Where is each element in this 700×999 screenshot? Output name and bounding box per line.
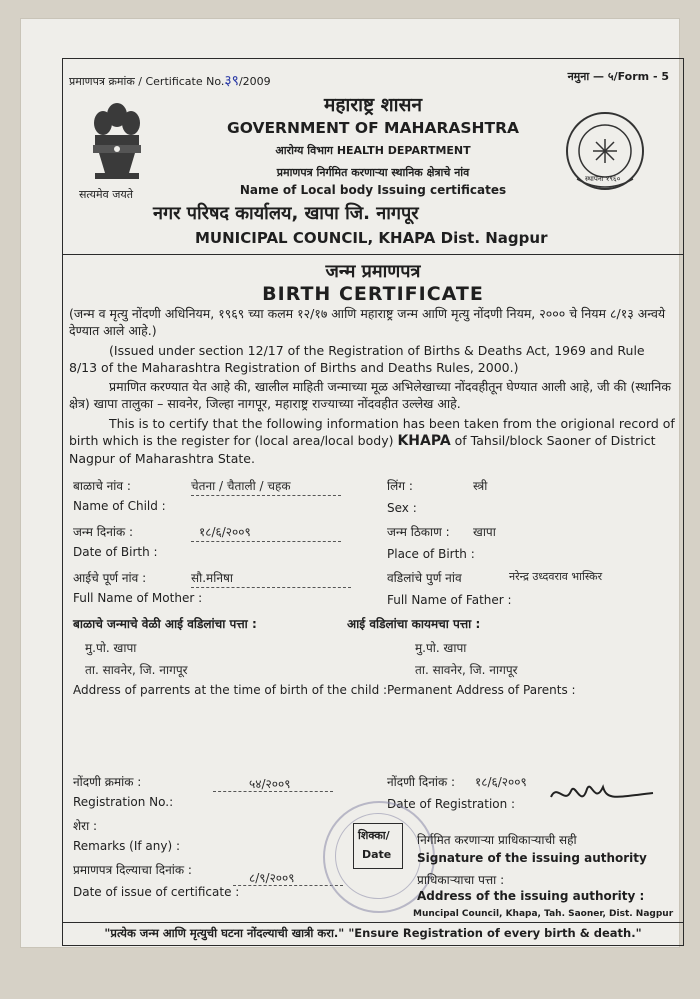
certificate-title-english: BIRTH CERTIFICATE: [262, 283, 484, 305]
intro-english-1: (Issued under section 12/17 of the Registration of Births & Deaths Act, 1969 and Rule 8/13 of the Maharashtra Registration of Births and Deaths Rules, 2000.): [69, 343, 645, 375]
certificate-number: [69, 71, 271, 90]
header-divider: [63, 254, 683, 255]
address-perm-label-mr: आई वडिलांचा कायमचा पत्ता :: [347, 617, 481, 631]
footer-text-en: "Ensure Registration of every birth & death.": [348, 926, 642, 940]
footer-text: [63, 926, 683, 941]
dob-line: [191, 541, 341, 542]
issue-date-label-en: Date of issue of certificate :: [73, 885, 240, 899]
reg-date-label-mr: नोंदणी दिनांक :: [387, 775, 456, 789]
reg-no-value: ५४/२००९: [249, 777, 291, 791]
reg-no-label-en: Registration No.:: [73, 795, 174, 809]
council-name-marathi: नगर परिषद कार्यालय, खापा जि. नागपूर: [153, 203, 419, 224]
signature-icon: [547, 775, 657, 815]
certificate-sheet: [20, 18, 680, 948]
department-name: आरोग्य विभाग HEALTH DEPARTMENT: [275, 144, 471, 157]
address-birth-label-en: Address of parrents at the time of birth of the child :: [73, 683, 388, 697]
reg-no-line: [213, 791, 333, 792]
gov-title-english: GOVERNMENT OF MAHARASHTRA: [226, 119, 520, 137]
intro-english-2a: This is to certify that the following information has been taken from the origional record of birth which is the register for (local area/local body): [69, 416, 675, 448]
pob-label-mr: जन्म ठिकाण :: [387, 525, 450, 539]
father-label-mr: वडिलांचे पुर्ण नांव: [387, 571, 462, 585]
issue-date-label-mr: प्रमाणपत्र दिल्याचा दिनांक :: [73, 863, 192, 877]
certificate-frame: [62, 58, 684, 946]
seal-box-label-mr: शिक्का/: [358, 829, 390, 842]
address-perm-line1: मु.पो. खापा: [415, 641, 467, 655]
sex-value: स्त्री: [473, 479, 488, 493]
pob-label-en: Place of Birth :: [387, 547, 475, 561]
mother-value: सौ.मनिषा: [191, 571, 234, 585]
address-perm-line2: ता. सावनेर, जि. नागपूर: [415, 663, 518, 677]
reg-date-value: १८/६/२००९: [475, 775, 527, 789]
certificate-no-label: प्रमाणपत्र क्रमांक / Certificate No.: [69, 75, 225, 88]
child-name-value: चेतना / चैताली / चहक: [191, 479, 291, 493]
father-label-en: Full Name of Father :: [387, 593, 512, 607]
certificate-no-year: /2009: [238, 75, 271, 88]
address-birth-line2: ता. सावनेर, जि. नागपूर: [85, 663, 188, 677]
dob-label-en: Date of Birth :: [73, 545, 158, 559]
council-logo-year: स्थापना १९६०: [585, 175, 621, 183]
local-body-label-marathi: प्रमाणपत्र निर्गमित करणाऱ्या स्थानिक क्षेत्राचे नांव: [276, 166, 470, 179]
remarks-label-en: Remarks (If any) :: [73, 839, 181, 853]
intro-marathi-2: प्रमाणित करण्यात येत आहे की, खालील माहिती जन्माच्या मूळ अभिलेखाच्या नोंदवहीतून घेण्यात आली आहे, जी की (स्थानिक क्षेत्र) खापा तालुका – सावनेर, जिल्हा नागपूर, महाराष्ट्र राज्याच्या नोंदवहीत उल्लेख आहे.: [69, 379, 671, 411]
seal-box-label-en: Date: [362, 848, 392, 861]
child-name-label-en: Name of Child :: [73, 499, 166, 513]
sex-label-en: Sex :: [387, 501, 417, 515]
intro-place-name: KHAPA: [397, 433, 451, 449]
emblem-motto: सत्यमेव जयते: [79, 188, 134, 201]
reg-no-label-mr: नोंदणी क्रमांक :: [73, 775, 142, 789]
mother-label-en: Full Name of Mother :: [73, 591, 203, 605]
reg-date-label-en: Date of Registration :: [387, 797, 516, 811]
intro-english-2b: of Tahsil/block Saoner of District Nagpur of Maharashtra State.: [69, 433, 656, 466]
remarks-label-mr: शेरा :: [73, 819, 98, 833]
signature-label-en: Signature of the issuing authority: [417, 851, 647, 865]
address-perm-label-en: Permanent Address of Parents :: [387, 683, 576, 697]
mother-line: [191, 587, 351, 588]
address-birth-line1: मु.पो. खापा: [85, 641, 137, 655]
dob-value: १८/६/२००९: [199, 525, 251, 539]
intro-marathi-1: (जन्म व मृत्यु नोंदणी अधिनियम, १९६९ च्या कलम १२/१७ आणि महाराष्ट्र जन्म आणि मृत्यु नोंदणी नियम, २००० चे नियम ८/१३ अन्वये देण्यात आले आहे.): [69, 306, 666, 338]
address-birth-label-mr: बाळाचे जन्माचे वेळी आई वडिलांचा पत्ता :: [73, 617, 257, 631]
gov-title-marathi: महाराष्ट्र शासन: [323, 94, 422, 116]
dob-label-mr: जन्म दिनांक :: [73, 525, 134, 539]
form-number: नमुना — ५/Form - 5: [567, 70, 669, 83]
signature-label-mr: निर्गमित करणाऱ्या प्राधिकाऱ्याची सही: [417, 833, 577, 847]
intro-english-2: [69, 415, 675, 467]
seal-date-box: [353, 823, 403, 869]
pob-value: खापा: [473, 525, 496, 539]
certificate-no-value: ३९: [224, 73, 239, 89]
footer-text-mr: "प्रत्येक जन्म आणि मृत्युची घटना नोंदल्याची खात्री करा.": [104, 926, 345, 940]
local-body-label-english: Name of Local body Issuing certificates: [239, 183, 507, 197]
father-value: नरेन्द्र उध्दवराव भास्किर: [509, 570, 603, 583]
authority-address-label-mr: प्राधिकाऱ्याचा पत्ता :: [417, 873, 505, 887]
child-name-line: [191, 495, 341, 496]
authority-address-value: Muncipal Council, Khapa, Tah. Saoner, Dist. Nagpur: [413, 909, 674, 919]
council-name-english: MUNICIPAL COUNCIL, KHAPA Dist. Nagpur: [195, 229, 548, 247]
authority-address-label-en: Address of the issuing authority :: [417, 889, 645, 903]
issue-date-value: ८/९/२००९: [249, 871, 295, 885]
sex-label-mr: लिंग :: [387, 479, 413, 493]
mother-label-mr: आईचे पूर्ण नांव :: [73, 571, 147, 585]
child-name-label-mr: बाळाचे नांव :: [73, 479, 131, 493]
issue-date-line: [233, 885, 343, 886]
certificate-title-marathi: जन्म प्रमाणपत्र: [325, 261, 421, 282]
footer-divider: [63, 922, 683, 923]
